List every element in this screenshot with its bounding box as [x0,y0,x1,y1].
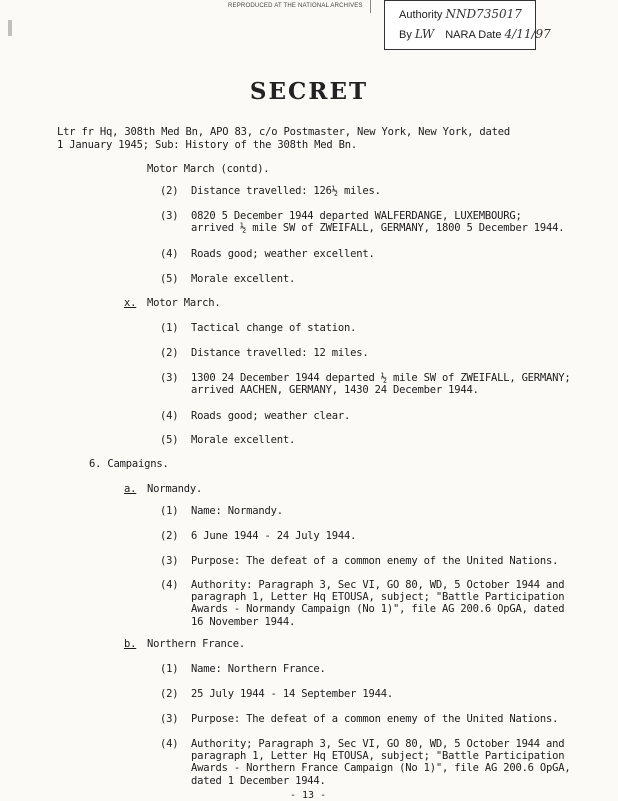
item-text-line: Purpose: The defeat of a common enemy of the United Nations. [191,713,559,725]
item-text-line: Purpose: The defeat of a common enemy of the United Nations. [191,555,559,567]
item-text-line: arrived ½ mile SW of ZWEIFALL, GERMANY, 1800 5 December 1944. [191,222,565,235]
item-text-line: 25 July 1944 - 14 September 1944. [191,688,394,700]
item-number: (4) [160,410,179,422]
item-text-line: Name: Normandy. [191,505,283,517]
item-text-line: paragraph 1, Letter Hq ETOUSA, subject; "Battle Participation [191,750,565,763]
item-text-line: Morale excellent. [191,434,296,446]
item-number: (3) [160,210,179,222]
item-text-line: Distance travelled: 126½ miles. [191,185,381,197]
item-text-line: Name: Northern France. [191,663,326,675]
item-text-line: Roads good; weather clear. [191,410,351,422]
stamp-date-value: 4/11/97 [504,27,551,41]
item-number: (2) [160,347,179,359]
a-letter: a. [124,483,137,495]
scan-mark [8,20,12,36]
item-number: (3) [160,372,179,384]
item-number: (2) [160,185,179,197]
item-text-line: Tactical change of station. [191,322,357,334]
x-letter: x. [124,297,137,309]
item-text-line: 16 November 1944. [191,615,296,628]
stamp-date-label: NARA Date [445,29,502,41]
item-number: (2) [160,688,179,700]
item-number: (5) [160,273,179,285]
b-letter: b. [124,638,137,650]
a-heading: Normandy. [147,483,203,495]
intro-line-1: Ltr fr Hq, 308th Med Bn, APO 83, c/o Postmaster, New York, New York, dated [57,126,510,138]
stamp-by-value: LW [414,27,435,41]
item-text-line: 0820 5 December 1944 departed WALFERDANGE, LUXEMBOURG; [191,210,522,222]
stamp-authority-label: Authority [399,9,443,21]
item-text-line: 1300 24 December 1944 departed ½ mile SW of ZWEIFALL, GERMANY; [191,372,571,384]
item-number: (4) [160,738,179,750]
item-number: (1) [160,505,179,517]
stamp-by-label: By [399,29,412,41]
item-number: (1) [160,322,179,334]
page-number: - 13 - [290,790,327,801]
item-text-line: paragraph 1, Letter Hq ETOUSA, subject; "Battle Participation [191,591,565,604]
item-number: (5) [160,434,179,446]
stamp-authority-row [399,7,522,21]
intro-line-2: 1 January 1945; Sub: History of the 308th Med Bn. [57,139,357,151]
motor-march-contd-heading: Motor March (contd). [147,163,270,175]
item-number: (2) [160,530,179,542]
item-number: (3) [160,713,179,725]
item-text-line: Awards - Northern France Campaign (No 1)", file AG 200.6 OpGA, [191,762,571,775]
item-text-line: Distance travelled: 12 miles. [191,347,369,359]
item-number: (1) [160,663,179,675]
declassification-stamp [384,0,551,50]
item-text-line: dated 1 December 1944. [191,774,326,787]
item-text-line: Authority; Paragraph 3, Sec VI, GO 80, WD, 5 October 1944 and [191,738,565,750]
item-text-line: Authority: Paragraph 3, Sec VI, GO 80, WD, 5 October 1944 and [191,579,565,591]
item-number: (3) [160,555,179,567]
item-number: (4) [160,579,179,591]
x-heading: Motor March. [147,297,221,309]
item-text-line: arrived AACHEN, GERMANY, 1430 24 December 1944. [191,384,479,397]
classification-title: SECRET [249,78,369,105]
section-6-heading: 6. Campaigns. [89,458,169,470]
item-number: (4) [160,248,179,260]
item-text-line: Morale excellent. [191,273,296,285]
item-text-line: 6 June 1944 - 24 July 1944. [191,530,357,542]
stamp-authority-value: NND735017 [445,7,522,21]
item-text-line: Awards - Normandy Campaign (No 1)", file AG 200.6 OpGA, dated [191,603,565,616]
archive-header-strip: REPRODUCED AT THE NATIONAL ARCHIVES [228,0,371,13]
stamp-by-row [399,27,551,41]
item-text-line: Roads good; weather excellent. [191,248,375,260]
b-heading: Northern France. [147,638,245,650]
